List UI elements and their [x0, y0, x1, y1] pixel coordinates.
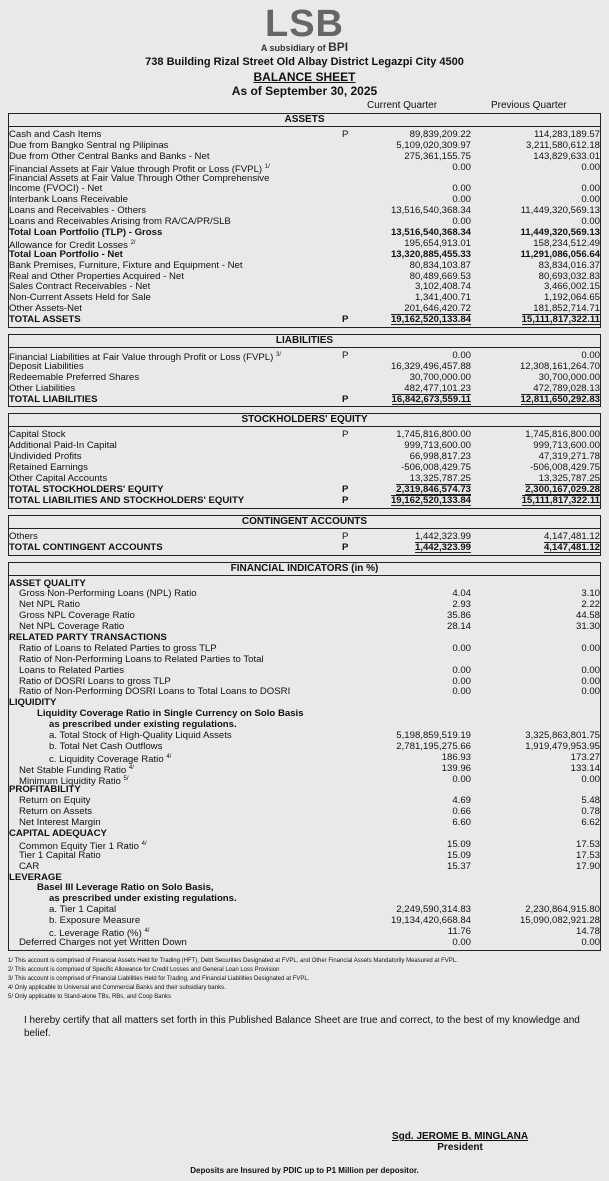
table-row	[9, 162, 600, 173]
row-label: b. Total Net Cash Outflows	[49, 740, 163, 752]
previous-value: 0.00	[581, 194, 600, 206]
row-label: Bank Premises, Furniture, Fixture and Equipment - Net	[9, 259, 243, 271]
previous-value: 17.53	[575, 838, 600, 850]
previous-value: 1,192,064.65	[543, 292, 600, 304]
table-row	[9, 531, 600, 542]
current-value: 15.09	[446, 838, 471, 850]
assets-section	[8, 113, 601, 328]
previous-value: 0.78	[581, 806, 600, 818]
previous-value: 83,834,016.37	[538, 259, 600, 271]
previous-value: 143,829,633.01	[533, 150, 600, 162]
section-title: FINANCIAL INDICATORS (in %)	[9, 563, 600, 576]
current-value: 80,834,103.87	[409, 259, 471, 271]
logo	[0, 0, 609, 54]
row-label: TOTAL LIABILITIES	[9, 393, 98, 405]
footnote: 5/ Only applicable to Stand-alone TBs, RBs, and Coop Banks	[8, 993, 171, 1000]
previous-value: 5.48	[581, 795, 600, 807]
previous-quarter-header: Previous Quarter	[491, 100, 567, 111]
previous-value: 0.00	[581, 664, 600, 676]
table-row	[9, 774, 600, 785]
row-label: RELATED PARTY TRANSACTIONS	[9, 631, 167, 643]
row-label: c. Leverage Ratio (%) $^{4/}$	[49, 928, 150, 940]
previous-value: 0.00	[581, 773, 600, 785]
row-label: Total Loan Portfolio - Net	[9, 248, 123, 260]
table-row	[9, 730, 600, 741]
row-label: Ratio of DOSRI Loans to gross TLP	[19, 675, 171, 687]
previous-value: 133.14	[570, 762, 600, 774]
current-value: 0.00	[452, 642, 471, 654]
current-value: 1,745,816,800.00	[396, 429, 471, 441]
previous-value: 4,147,481.12	[543, 541, 600, 553]
signature-block	[392, 1131, 528, 1153]
footnote-marker: 5/	[123, 775, 129, 782]
table-row	[9, 205, 600, 216]
peso-sign: P	[342, 541, 349, 553]
current-quarter-header: Current Quarter	[367, 100, 438, 111]
previous-value: 11,291,086,056.64	[520, 248, 600, 260]
signatory-position: President	[437, 1142, 483, 1153]
table-row	[9, 451, 600, 462]
table-row	[9, 227, 600, 238]
table-row	[9, 654, 600, 665]
previous-value: 47,319,271.78	[538, 451, 600, 463]
table-row	[9, 281, 600, 292]
table-row	[9, 686, 600, 697]
peso-sign: P	[342, 429, 349, 441]
row-label: ASSET QUALITY	[9, 577, 86, 589]
current-value: 16,329,496,457.88	[390, 360, 471, 372]
table-row	[9, 588, 600, 599]
row-label: Net Stable Funding Ratio $^{4/}$	[19, 764, 134, 776]
table-row	[9, 893, 600, 904]
current-value: 0.66	[452, 806, 471, 818]
section-title: ASSETS	[9, 114, 600, 127]
table-row	[9, 183, 600, 194]
row-label: Net Interest Margin	[19, 817, 101, 829]
row-label: Income (FVOCI) - Net	[9, 183, 103, 195]
current-value: 80,489,669.53	[409, 270, 471, 282]
current-value: 0.00	[452, 216, 471, 228]
footnote-marker: 4/	[166, 753, 172, 760]
previous-value: 0.00	[581, 161, 600, 173]
current-value: 482,477,101.23	[404, 382, 471, 394]
indicators-section	[8, 562, 601, 951]
row-label: Other Assets-Net	[9, 303, 83, 315]
current-value: 0.00	[452, 183, 471, 195]
table-row	[9, 314, 600, 325]
previous-value: 2,300,167,029.28	[525, 483, 600, 495]
row-label: Liquidity Coverage Ratio in Single Currency on Solo Basis	[37, 708, 304, 720]
previous-value: 14.78	[575, 926, 600, 937]
section-title: STOCKHOLDERS' EQUITY	[9, 414, 600, 427]
table-row	[9, 249, 600, 260]
footnote-marker: 2/	[130, 239, 136, 246]
table-row	[9, 151, 600, 162]
row-label: Redeemable Preferred Shares	[9, 371, 140, 383]
current-value: 35.86	[446, 610, 471, 622]
current-value: 201,646,420.72	[404, 303, 471, 315]
row-label: LIQUIDITY	[9, 697, 57, 709]
table-row	[9, 462, 600, 473]
row-label: a. Total Stock of High-Quality Liquid Assets	[49, 729, 232, 741]
table-row	[9, 610, 600, 621]
previous-value: 17.53	[575, 849, 600, 861]
current-value: 15.37	[446, 860, 471, 872]
current-value: 999,713,600.00	[404, 440, 471, 452]
peso-sign: P	[342, 129, 349, 140]
row-label: Gross Non-Performing Loans (NPL) Ratio	[19, 588, 197, 600]
footnote: 2/ This account is comprised of Specific Allowance for Credit Losses and General Loan Loss Provision	[8, 966, 280, 973]
current-value: 15.09	[446, 849, 471, 861]
row-label: Total Loan Portfolio (TLP) - Gross	[9, 227, 163, 239]
previous-value: 12,308,161,264.70	[519, 360, 600, 372]
row-label: Other Liabilities	[9, 382, 76, 394]
previous-value: 1,919,479,953.95	[525, 740, 600, 752]
row-label: Capital Stock	[9, 429, 66, 441]
footnote: 1/ This account is comprised of Financial Assets Held for Trading (HFT), Debt Securities Designated at FVPL, and Other Financial Assets Mandatorily Measured at FVPL.	[8, 957, 458, 964]
row-label: TOTAL CONTINGENT ACCOUNTS	[9, 541, 163, 553]
previous-value: 0.00	[581, 642, 600, 654]
peso-sign: P	[342, 494, 349, 506]
previous-value: 80,693,032.83	[538, 270, 600, 282]
table-row	[9, 643, 600, 654]
previous-value: 173.27	[570, 751, 600, 763]
current-value: 30,700,000.00	[409, 371, 471, 383]
row-label: Undivided Profits	[9, 451, 82, 463]
liabilities-rows	[9, 348, 600, 406]
previous-value: 114,283,189.57	[534, 129, 600, 140]
row-label: Loans and Receivables Arising from RA/CA/PR/SLB	[9, 216, 231, 228]
row-label: Deferred Charges not yet Written Down	[19, 936, 187, 948]
table-row	[9, 394, 600, 405]
row-label: Loans and Receivables - Others	[9, 205, 147, 217]
previous-value: 4,147,481.12	[543, 530, 600, 542]
row-label: Due from Other Central Banks and Banks - Net	[9, 150, 210, 162]
previous-value: 1,745,816,800.00	[525, 429, 600, 441]
previous-value: 12,811,650,292.83	[520, 393, 600, 405]
row-label: Retained Earnings	[9, 462, 88, 474]
row-label: Financial Liabilities at Fair Value through Profit or Loss (FVPL) $^{3/}$	[9, 352, 281, 364]
contingent-rows	[9, 529, 600, 555]
current-value: 0.00	[452, 664, 471, 676]
row-label: Net NPL Coverage Ratio	[19, 621, 125, 633]
row-label: Real and Other Properties Acquired - Net	[9, 270, 184, 282]
table-row	[9, 473, 600, 484]
table-row	[9, 719, 600, 730]
previous-value: 15,111,817,322.11	[521, 494, 600, 506]
previous-value: -506,008,429.75	[530, 462, 600, 474]
row-label: Common Equity Tier 1 Ratio $^{4/}$	[19, 840, 147, 853]
table-row	[9, 872, 600, 883]
equity-rows	[9, 427, 600, 507]
row-label: Cash and Cash Items	[9, 129, 102, 140]
signatory-name: Sgd. JEROME B. MINGLANA	[392, 1131, 529, 1142]
table-row	[9, 271, 600, 282]
certification-text: I hereby certify that all matters set forth in this Published Balance Sheet are true and correct, to the best of my knowledge and belief.	[24, 1014, 580, 1039]
table-row	[9, 361, 600, 372]
footnote-marker: 4/	[128, 764, 134, 771]
current-value: 13,516,540,368.34	[390, 205, 471, 217]
current-value: 28.14	[446, 621, 471, 633]
current-value: 4.04	[452, 588, 471, 600]
table-row	[9, 937, 600, 948]
row-label: as prescribed under existing regulations.	[49, 893, 237, 905]
current-value: 139.96	[441, 762, 471, 774]
current-value: 19,162,520,133.84	[390, 314, 471, 326]
row-label: TOTAL STOCKHOLDERS' EQUITY	[9, 483, 164, 495]
current-value: 275,361,155.75	[404, 150, 471, 162]
current-value: 0.00	[452, 350, 471, 362]
current-value: 2,319,846,574.73	[396, 483, 471, 495]
liabilities-section	[8, 334, 601, 407]
table-row	[9, 763, 600, 774]
current-value: 0.00	[452, 686, 471, 698]
table-row	[9, 806, 600, 817]
table-row	[9, 140, 600, 151]
row-label: Allowance for Credit Losses $^{2/}$	[9, 239, 136, 252]
row-label: LEVERAGE	[9, 871, 62, 883]
previous-value: 15,111,817,322.11	[521, 314, 600, 326]
table-row	[9, 303, 600, 314]
current-value: 6.60	[452, 817, 471, 829]
bpi-logo-text: BPI	[328, 40, 349, 54]
table-row	[9, 484, 600, 495]
table-row	[9, 795, 600, 806]
row-label: TOTAL LIABILITIES AND STOCKHOLDERS' EQUITY	[9, 494, 245, 506]
table-row	[9, 440, 600, 451]
table-row	[9, 926, 600, 940]
row-label: Loans to Related Parties	[19, 664, 125, 676]
previous-value: 2,230,864,915.80	[525, 904, 600, 916]
row-label: b. Exposure Measure	[49, 915, 141, 927]
table-row	[9, 904, 600, 915]
current-value: 0.00	[452, 194, 471, 206]
table-row	[9, 292, 600, 303]
table-row	[9, 237, 600, 252]
row-label: as prescribed under existing regulations.	[49, 719, 237, 731]
previous-value: 158,234,512.49	[533, 237, 600, 249]
table-row	[9, 915, 600, 926]
table-row	[9, 708, 600, 719]
row-label: Minimum Liquidity Ratio $^{5/}$	[19, 775, 129, 787]
previous-value: 31.30	[575, 621, 600, 633]
current-value: 2,781,195,275.66	[396, 740, 471, 752]
row-label: Other Capital Accounts	[9, 473, 108, 485]
row-label: Basel III Leverage Ratio on Solo Basis,	[37, 882, 214, 894]
as-of-date: As of September 30, 2025	[231, 84, 378, 98]
table-row	[9, 372, 600, 383]
row-label: Interbank Loans Receivable	[9, 194, 128, 206]
current-value: 1,442,323.99	[414, 541, 471, 553]
current-value: 89,839,209.22	[409, 129, 471, 140]
row-label: Ratio of Non-Performing Loans to Related Parties to Total	[19, 653, 264, 665]
previous-value: 17.90	[575, 860, 600, 872]
peso-sign: P	[342, 483, 349, 495]
row-label: Sales Contract Receivables - Net	[9, 281, 151, 293]
previous-value: 15,090,082,921.28	[519, 915, 600, 927]
current-value: 13,325,787.25	[409, 473, 471, 485]
current-value: 13,320,885,455.33	[390, 248, 471, 260]
equity-section	[8, 413, 601, 508]
row-label: Tier 1 Capital Ratio	[19, 849, 101, 861]
table-row	[9, 542, 600, 553]
table-row	[9, 429, 600, 440]
row-label: PROFITABILITY	[9, 784, 81, 796]
current-value: 0.00	[452, 161, 471, 173]
peso-sign: P	[342, 393, 349, 405]
logo-subtitle: A subsidiary of BPI	[260, 40, 349, 54]
table-row	[9, 697, 600, 708]
row-label: Return on Assets	[19, 806, 93, 818]
table-row	[9, 194, 600, 205]
section-title: LIABILITIES	[9, 335, 600, 348]
previous-value: 0.00	[581, 216, 600, 228]
current-value: 19,162,520,133.84	[390, 494, 471, 506]
row-label: CAR	[19, 860, 40, 872]
current-value: 16,842,673,559.11	[391, 393, 471, 405]
current-value: 1,341,400.71	[414, 292, 471, 304]
previous-value: 44.58	[575, 610, 600, 622]
contingent-section	[8, 515, 601, 556]
table-row	[9, 632, 600, 643]
row-label: Net NPL Ratio	[19, 599, 80, 611]
previous-value: 0.00	[581, 675, 600, 687]
table-row	[9, 599, 600, 610]
current-value: 4.69	[452, 795, 471, 807]
row-label: Ratio of Non-Performing DOSRI Loans to Total Loans to DOSRI	[19, 686, 291, 698]
footnotes	[8, 957, 601, 1002]
document-title: BALANCE SHEET	[253, 70, 356, 84]
current-value: 5,109,020,309.97	[396, 139, 471, 151]
table-row	[9, 817, 600, 828]
table-row	[9, 676, 600, 687]
previous-value: 11,449,320,569.13	[520, 205, 600, 217]
table-row	[9, 784, 600, 795]
current-value: 195,654,913.01	[404, 237, 471, 249]
row-label: TOTAL ASSETS	[9, 314, 81, 326]
table-row	[9, 216, 600, 227]
previous-value: 3,211,580,612.18	[526, 139, 600, 151]
table-row	[9, 741, 600, 752]
current-value: 1,442,323.99	[414, 530, 471, 542]
footnote: 4/ Only applicable to Universal and Commercial Banks and their subsidiary banks.	[8, 984, 226, 991]
previous-value: 6.62	[581, 817, 600, 829]
current-value: 0.00	[452, 675, 471, 687]
peso-sign: P	[342, 530, 349, 542]
table-row	[9, 861, 600, 872]
bank-address: 738 Building Rizal Street Old Albay District Legazpi City 4500	[145, 56, 464, 68]
section-title: CONTINGENT ACCOUNTS	[9, 516, 600, 529]
peso-sign: P	[342, 350, 349, 362]
table-row	[9, 850, 600, 861]
row-label: Additional Paid-In Capital	[9, 440, 117, 452]
lsb-logo-mark: LSB	[265, 3, 344, 45]
peso-sign: P	[342, 314, 349, 326]
row-label: Deposit Liabilities	[9, 360, 84, 372]
table-row	[9, 383, 600, 394]
previous-value: 30,700,000.00	[538, 371, 600, 383]
footnote-marker: 3/	[275, 352, 281, 359]
previous-value: 0.00	[581, 350, 600, 362]
row-label: Gross NPL Coverage Ratio	[19, 610, 135, 622]
indicator-rows	[9, 576, 600, 950]
previous-value: 3,466,002.15	[543, 281, 600, 293]
previous-value: 181,852,714.71	[533, 303, 600, 315]
current-value: 2.93	[452, 599, 471, 611]
current-value: 0.00	[452, 936, 471, 948]
previous-value: 3.10	[581, 588, 600, 600]
row-label: Non-Current Assets Held for Sale	[9, 292, 151, 304]
previous-value: 11,449,320,569.13	[520, 227, 600, 239]
table-row	[9, 828, 600, 839]
current-value: 2,249,590,314.83	[396, 904, 471, 916]
current-value: -506,008,429.75	[401, 462, 471, 474]
row-label: Others	[9, 530, 38, 542]
current-value: 0.00	[452, 773, 471, 785]
previous-value: 0.00	[581, 936, 600, 948]
current-value: 5,198,859,519.19	[396, 729, 471, 741]
footnote: 3/ This account is comprised of Financial Liabilities Held for Trading, and Financial Liabilities Designated at FVPL.	[8, 975, 310, 982]
row-label: c. Liquidity Coverage Ratio $^{4/}$	[49, 753, 172, 765]
table-row	[9, 578, 600, 589]
row-label: Ratio of Loans to Related Parties to gross TLP	[19, 642, 217, 654]
table-row	[9, 495, 600, 506]
previous-value: 3,325,863,801.75	[525, 729, 600, 741]
column-headers	[0, 100, 609, 113]
current-value: 13,516,540,368.34	[390, 227, 471, 239]
table-row	[9, 882, 600, 893]
footnote-marker: 4/	[144, 928, 150, 934]
table-row	[9, 752, 600, 763]
previous-value: 13,325,787.25	[538, 473, 600, 485]
pdic-footer: Deposits are Insured by PDIC up to P1 Million per depositor.	[190, 1166, 419, 1175]
current-value: 186.93	[441, 751, 471, 763]
row-label: Return on Equity	[19, 795, 91, 807]
row-label: Due from Bangko Sentral ng Pilipinas	[9, 139, 169, 151]
previous-value: 472,789,028.13	[533, 382, 600, 394]
table-row	[9, 260, 600, 271]
footnote-marker: 4/	[141, 840, 147, 847]
row-label: a. Tier 1 Capital	[49, 904, 117, 916]
current-value: 11.76	[447, 926, 471, 937]
table-row	[9, 838, 600, 853]
previous-value: 0.00	[581, 183, 600, 195]
row-label: Financial Assets at Fair Value Through Other Comprehensive	[9, 172, 270, 184]
table-row	[9, 621, 600, 632]
current-value: 66,998,817.23	[409, 451, 471, 463]
row-label: CAPITAL ADEQUACY	[9, 827, 107, 839]
table-row	[9, 173, 600, 184]
table-row	[9, 129, 600, 140]
assets-rows	[9, 127, 600, 327]
table-row	[9, 665, 600, 676]
previous-value: 2.22	[581, 599, 600, 611]
previous-value: 999,713,600.00	[533, 440, 600, 452]
table-row	[9, 350, 600, 364]
current-value: 19,134,420,668.84	[390, 915, 471, 927]
row-label: Financial Assets at Fair Value through Profit or Loss (FVPL) $^{1/}$	[9, 163, 270, 175]
previous-value: 0.00	[581, 686, 600, 698]
footnote-marker: 1/	[264, 163, 270, 170]
current-value: 3,102,408.74	[414, 281, 471, 293]
